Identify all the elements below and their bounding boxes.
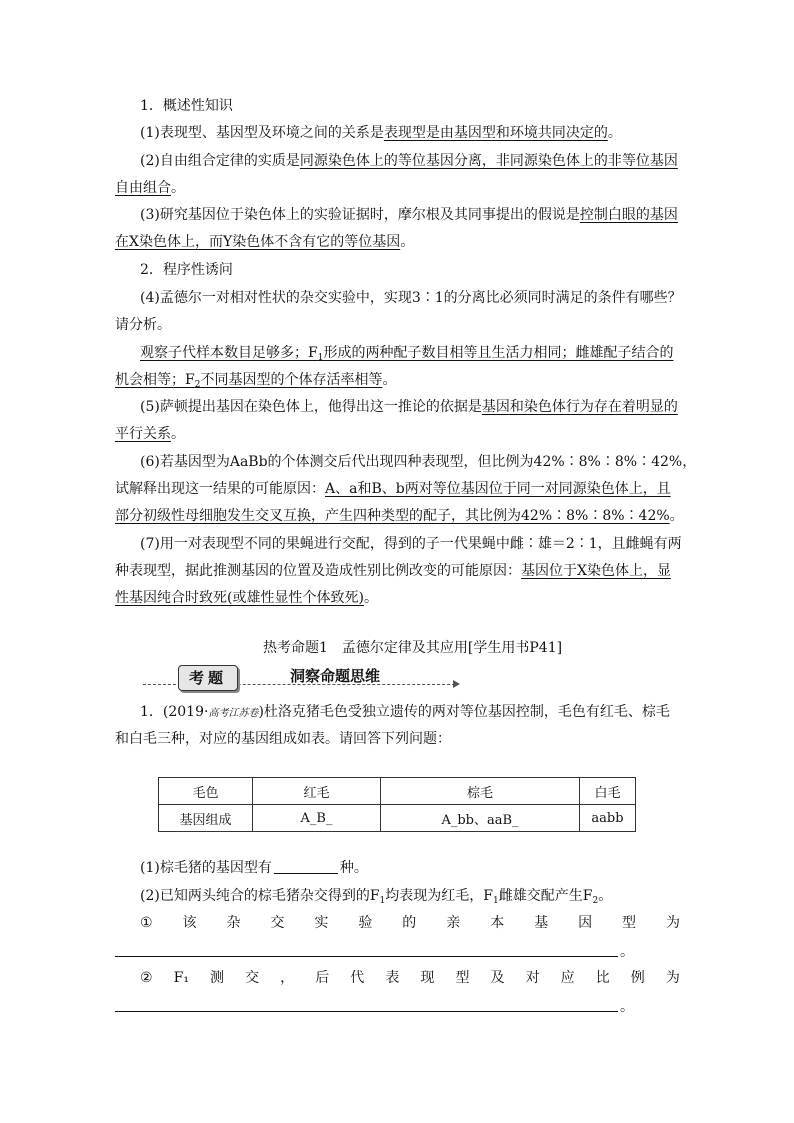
part1-char: 该: [182, 915, 197, 931]
table-header-cell: 白毛: [580, 778, 636, 805]
part-2-end: 。: [620, 999, 634, 1015]
hot-topic-title: 热考命题1 孟德尔定律及其应用[学生用书P41]: [263, 640, 563, 656]
part2-char: 型: [455, 970, 470, 986]
part2-char: 交: [245, 970, 260, 986]
question-source: 高考江苏卷: [208, 708, 259, 719]
sub-question-1: (1)棕毛猪的基因型有 种。: [140, 860, 368, 876]
item-3-answer-b: 在X染色体上，而Y染色体不含有它的等位基因: [115, 234, 401, 250]
part-1-answer-blank[interactable]: [115, 955, 618, 957]
item-6-line-3: 部分初级性母细胞发生交叉互换，产生四种类型的配子，其比例为42%∶8%∶8%∶42%。: [115, 508, 684, 524]
item-3-suffix: 。: [400, 234, 415, 250]
item-3-prefix: (3)研究基因位于染色体上的实验证据时，摩尔根及其同事提出的假说是: [140, 207, 580, 223]
table-header-cell: 棕毛: [381, 778, 580, 805]
question-1-line-1: 1．(2019·高考江苏卷)杜洛克猪毛色受独立遗传的两对等位基因控制，毛色有红毛、棕毛: [140, 704, 670, 720]
item-4-line-1: (4)孟德尔一对相对性状的杂交实验中，实现3∶1的分离比必须同时满足的条件有哪些？: [140, 290, 682, 306]
item-3-line-1: [140, 205, 678, 225]
item-6-answer-a: A、a和B、b两对等位基因位于同一对同源染色体上，且: [325, 481, 671, 497]
part-1-end: 。: [620, 944, 634, 960]
part2-char: F₁: [173, 970, 189, 986]
table-header-cell: 红毛: [253, 778, 381, 805]
item-2-answer-b: 自由组合: [115, 180, 171, 196]
part2-char: 及: [490, 970, 505, 986]
table-header-cell: 毛色: [159, 778, 253, 805]
item-1: [140, 123, 622, 143]
item-7-line-2: 种表现型，据此推测基因的位置及造成性别比例改变的可能原因：基因位于X染色体上，显: [115, 563, 671, 579]
part1-char: 型: [622, 915, 637, 931]
part2-char: 表: [385, 970, 400, 986]
section-heading-overview: 1．概述性知识: [140, 98, 233, 114]
item-6-line-2: 试解释出现这一结果的可能原因：A、a和B、b两对等位基因位于同一对同源染色体上，且: [115, 481, 671, 497]
sub-question-2: (2)已知两头纯合的棕毛猪杂交得到的$F_1$均表现为红毛，$F_1$雌雄交配产生$F_2$。: [140, 888, 613, 906]
item-6-answer-b: 部分初级性母细胞发生交叉互换，产生四种类型的配子，其比例为42%∶8%∶8%∶42%: [115, 508, 670, 524]
part-2-prompt: [140, 968, 680, 988]
part2-char: 后: [315, 970, 330, 986]
item-7-answer-b: 性基因纯合时致死(或雄性显性个体致死): [115, 590, 364, 606]
item-1-prefix: (1)表现型、基因型及环境之间的关系是: [140, 125, 384, 141]
table-row: [159, 805, 636, 832]
item-7-line-3: 性基因纯合时致死(或雄性显性个体致死)。: [115, 590, 378, 606]
part2-char: 现: [420, 970, 435, 986]
item-5-line-1: [140, 397, 678, 417]
part1-char: 亲: [446, 915, 461, 931]
item-7-line-1: (7)用一对表现型不同的果蝇进行交配，得到的子一代果蝇中雌∶雄＝2∶1，且雌蝇有两: [140, 536, 682, 552]
item-4-answer-line-2: 机会相等；$F_2$不同基因型的个体存活率相等。: [115, 372, 397, 390]
item-4-line-2: 请分析。: [115, 317, 171, 333]
part1-char: 为: [666, 915, 680, 931]
banner-label: 考题: [178, 665, 238, 691]
part2-char: ，: [280, 970, 295, 986]
item-5-line-2: 平行关系。: [115, 426, 185, 442]
item-1-answer: 表现型是由基因型和环境共同决定的: [383, 125, 608, 141]
table-row: [159, 778, 636, 805]
part1-char: 的: [402, 915, 417, 931]
part1-char: 本: [490, 915, 505, 931]
part1-char: 交: [270, 915, 285, 931]
part1-char: ①: [140, 915, 153, 931]
part1-char: 验: [358, 915, 373, 931]
item-3-line-2: [115, 232, 414, 252]
part2-char: 测: [210, 970, 225, 986]
part2-char: 对: [525, 970, 540, 986]
item-2-suffix: 。: [171, 180, 185, 196]
item-5-answer-b: 平行关系: [115, 426, 171, 442]
table-cell: 基因组成: [159, 805, 253, 832]
table-cell: aabb: [580, 805, 636, 832]
part2-char: 为: [665, 970, 680, 986]
part2-char: 例: [630, 970, 645, 986]
table-cell: A_bb、aaB_: [381, 805, 580, 832]
item-4-answer-line-1: [140, 343, 673, 363]
part1-char: 因: [578, 915, 593, 931]
part1-char: 基: [534, 915, 549, 931]
part-2-answer-blank[interactable]: [115, 1010, 618, 1012]
genotype-table: [158, 777, 636, 832]
item-7-answer-a: 基因位于X染色体上，显: [521, 563, 671, 579]
banner-title: 洞察命题思维: [290, 667, 381, 685]
part1-char: 实: [314, 915, 329, 931]
part2-char: 应: [560, 970, 575, 986]
part1-char: 杂: [226, 915, 241, 931]
part-1-prompt: [140, 913, 680, 933]
banner-arrow-icon: [453, 680, 460, 688]
part2-char: 比: [595, 970, 610, 986]
item-4-answer-2: 机会相等；$F_2$不同基因型的个体存活率相等: [115, 372, 383, 390]
item-5-prefix: (5)萨顿提出基因在染色体上，他得出这一推论的依据是: [140, 399, 482, 415]
question-1-line-2: 和白毛三种，对应的基因组成如表。请回答下列问题：: [115, 731, 451, 747]
item-5-answer-a: 基因和染色体行为存在着明显的: [481, 399, 678, 415]
part2-char: ②: [140, 970, 153, 986]
item-6-line-1: (6)若基因型为AaBb的个体测交后代出现四种表现型，但比例为42%∶8%∶8%∶42%，: [140, 454, 697, 470]
part2-char: 代: [350, 970, 365, 986]
item-1-suffix: 。: [607, 125, 622, 141]
item-2-prefix: (2)自由组合定律的实质是: [140, 153, 300, 169]
table-cell: A_B_: [253, 805, 381, 832]
item-2-line-2: [115, 178, 185, 198]
item-4-answer-1: 观察子代样本数目足够多；$F_1$形成的两种配子数目相等且生活力相同；雌雄配子结合的: [140, 345, 674, 363]
item-2-line-1: [140, 151, 678, 171]
section-heading-procedural: 2．程序性诱问: [140, 262, 233, 278]
answer-blank[interactable]: [274, 859, 338, 874]
item-3-answer-a: 控制白眼的基因: [579, 207, 678, 223]
item-2-answer-a: 同源染色体上的等位基因分离，非同源染色体上的非等位基因: [299, 153, 678, 169]
